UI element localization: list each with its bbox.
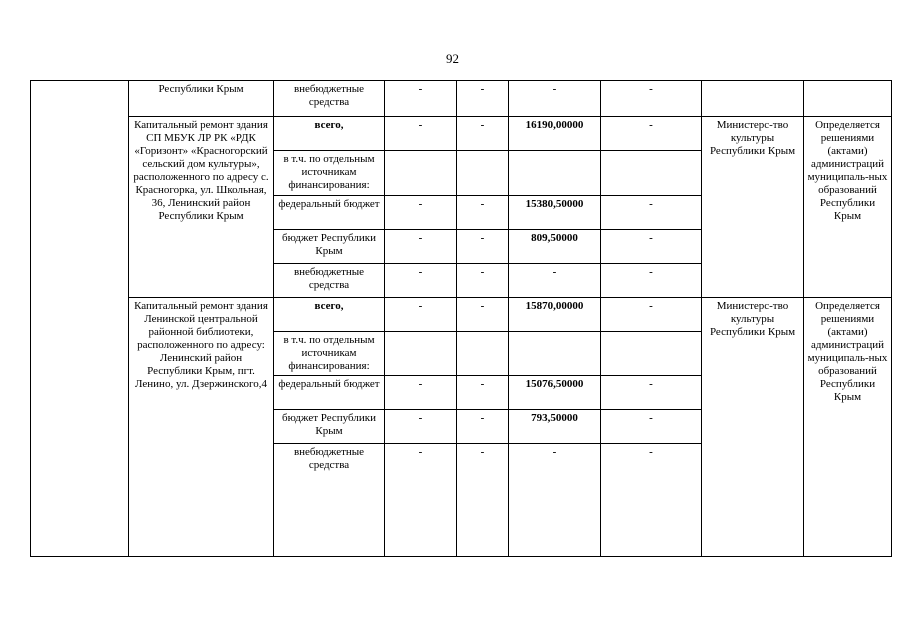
value-cell: -	[457, 264, 509, 298]
value-cell: -	[509, 264, 601, 298]
source-cell: федеральный бюджет	[274, 375, 385, 409]
source-cell: в т.ч. по отдельным источникам финансирования:	[274, 332, 385, 376]
value-cell: 793,50000	[509, 409, 601, 443]
source-cell: внебюджетные средства	[274, 81, 385, 117]
financing-table	[30, 80, 892, 557]
table-row	[31, 81, 892, 117]
source-cell: всего,	[274, 298, 385, 332]
value-cell: -	[457, 298, 509, 332]
value-cell: -	[457, 230, 509, 264]
value-cell: -	[601, 230, 702, 264]
source-cell: всего,	[274, 117, 385, 151]
value-cell: -	[385, 409, 457, 443]
first-column-cell	[31, 81, 129, 557]
value-cell: 15076,50000	[509, 375, 601, 409]
value-cell: -	[601, 443, 702, 556]
value-cell: -	[601, 81, 702, 117]
value-cell	[457, 151, 509, 196]
value-cell: -	[601, 264, 702, 298]
object-name-cell: Капитальный ремонт здания Ленинской центральной районной библиотеки, расположенного по адресу: Ленинский район Республики Крым, пгт. Ленино, ул. Дзержинского,4	[129, 298, 274, 557]
source-cell: внебюджетные средства	[274, 264, 385, 298]
page-number: 92	[446, 51, 459, 66]
value-cell: 15870,00000	[509, 298, 601, 332]
value-cell: -	[457, 409, 509, 443]
value-cell: -	[385, 264, 457, 298]
value-cell: -	[601, 375, 702, 409]
value-cell: -	[385, 443, 457, 556]
value-cell: -	[457, 375, 509, 409]
participants-cell	[804, 81, 892, 117]
executor-cell: Министерс-тво культуры Республики Крым	[702, 117, 804, 298]
source-cell: внебюджетные средства	[274, 443, 385, 556]
value-cell: -	[385, 230, 457, 264]
value-cell: 16190,00000	[509, 117, 601, 151]
value-cell	[385, 151, 457, 196]
value-cell	[457, 332, 509, 376]
value-cell: -	[457, 443, 509, 556]
executor-cell	[702, 81, 804, 117]
value-cell: -	[385, 375, 457, 409]
value-cell: -	[385, 196, 457, 230]
value-cell: -	[457, 196, 509, 230]
value-cell: -	[601, 409, 702, 443]
source-cell: федеральный бюджет	[274, 196, 385, 230]
value-cell	[509, 332, 601, 376]
participants-cell: Определяется решениями (актами) администраций муниципаль-ных образований Республики Крым	[804, 298, 892, 557]
object-name-cell: Республики Крым	[129, 81, 274, 117]
value-cell	[601, 332, 702, 376]
source-cell: бюджет Республики Крым	[274, 409, 385, 443]
object-name-cell: Капитальный ремонт здания СП МБУК ЛР РК «РДК «Горизонт» «Красногорский сельский дом культуры», расположенного по адресу с. Красногорка, ул. Школьная, 36, Ленинский район Республики Крым	[129, 117, 274, 298]
table-row	[31, 298, 892, 332]
participants-cell: Определяется решениями (актами) администраций муниципаль-ных образований Республики Крым	[804, 117, 892, 298]
value-cell: -	[601, 196, 702, 230]
value-cell: -	[385, 117, 457, 151]
value-cell: -	[509, 443, 601, 556]
value-cell: -	[601, 298, 702, 332]
value-cell	[509, 151, 601, 196]
source-cell: в т.ч. по отдельным источникам финансирования:	[274, 151, 385, 196]
value-cell: -	[601, 117, 702, 151]
value-cell	[601, 151, 702, 196]
value-cell: -	[385, 81, 457, 117]
value-cell: -	[457, 81, 509, 117]
table-row	[31, 117, 892, 151]
value-cell	[385, 332, 457, 376]
executor-cell: Министерс-тво культуры Республики Крым	[702, 298, 804, 557]
value-cell: -	[509, 81, 601, 117]
value-cell: 15380,50000	[509, 196, 601, 230]
value-cell: 809,50000	[509, 230, 601, 264]
value-cell: -	[385, 298, 457, 332]
source-cell: бюджет Республики Крым	[274, 230, 385, 264]
value-cell: -	[457, 117, 509, 151]
